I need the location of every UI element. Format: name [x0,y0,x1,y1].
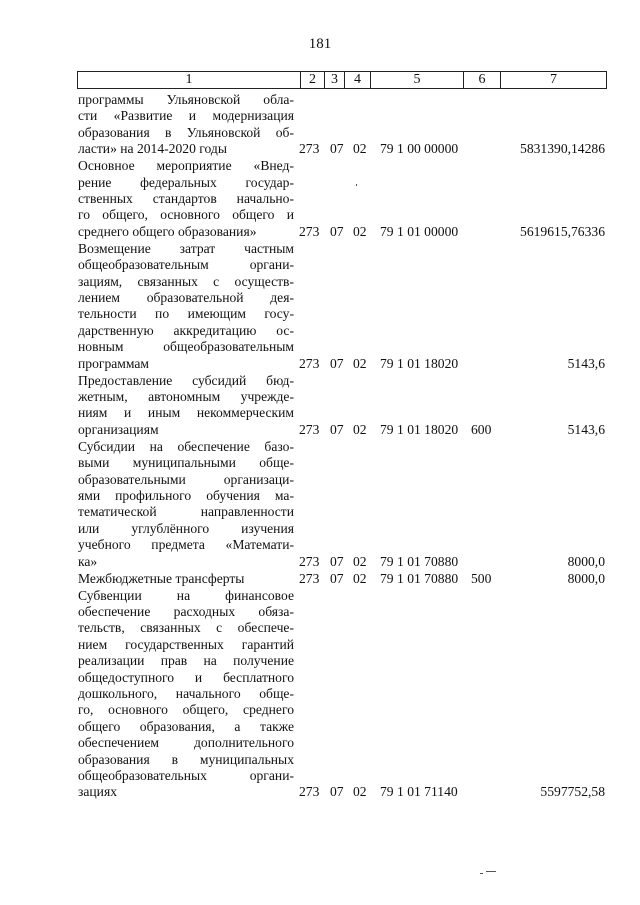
cell-c4: 02 [353,570,367,586]
description-line: тематической направленности [78,504,294,520]
cell-c7: 5831390,14286 [520,141,605,157]
scan-speck [356,184,357,186]
cell-c4: 02 [353,355,367,371]
description-line: жетным, автономным учрежде- [78,389,294,404]
cell-c7: 5143,6 [567,355,605,371]
header-col-5: 5 [370,72,463,88]
description-line: Межбюджетные трансферты [78,570,245,586]
description-line: зациям, связанных с осуществ- [78,273,294,289]
description-line: тельности по имеющим госу- [78,306,294,322]
cell-c4: 02 [353,553,367,569]
cell-c2: 273 [299,421,320,437]
row-description [78,439,294,570]
description-line: образования в муниципальных [78,751,294,767]
cell-c5: 79 1 01 70880 [380,570,459,586]
description-line: реализации прав на получение [78,653,294,669]
description-line: ласти» на 2014-2020 годы [78,141,227,157]
cell-c5: 79 1 01 00000 [380,223,459,239]
cell-c3: 07 [330,421,344,437]
description-line: ниям и иным некоммерческим [78,405,294,421]
cell-c6: 500 [471,570,492,586]
description-line: зациях [78,784,118,800]
description-line: Субвенции на финансовое [78,587,294,603]
description-line: рение федеральных государ- [78,174,294,190]
description-line: ка» [78,553,98,569]
header-col-2: 2 [300,72,324,88]
cell-c7: 5619615,76336 [520,223,605,239]
header-col-6: 6 [463,72,500,88]
cell-c2: 273 [299,553,320,569]
table-row [0,158,640,240]
row-description [78,241,294,372]
description-line: Субсидии на обеспечение базо- [78,438,294,454]
cell-c4: 02 [353,784,367,800]
header-col-7: 7 [500,72,606,88]
cell-c5: 79 1 01 18020 [380,421,459,437]
description-line: тельств, связанных с обеспече- [78,620,294,636]
description-line: Предоставление субсидий бюд- [78,372,294,388]
description-line: го, основного общего, среднего [78,702,294,718]
description-line: обеспечение расходных обяза- [78,604,294,619]
cell-c5: 79 1 00 00000 [380,141,459,157]
cell-c3: 07 [330,141,344,157]
row-description [78,158,294,240]
page-number: 181 [308,36,332,52]
cell-c2: 273 [299,223,320,239]
row-description [78,92,294,158]
header-col-1: 1 [185,72,193,87]
description-line: общеобразовательным органи- [78,257,294,273]
description-line: дарственную аккредитацию ос- [78,322,294,338]
cell-c7: 5143,6 [567,421,605,437]
row-description [78,588,294,801]
cell-c3: 07 [330,355,344,371]
table-row [0,439,640,570]
description-line: образовательными организаци- [78,471,294,487]
cell-c3: 07 [330,570,344,586]
cell-c2: 273 [299,784,320,800]
description-line: нием государственных гарантий [78,636,294,652]
description-line: сти «Развитие и модернизация [78,108,294,124]
description-line: Основное мероприятие «Внед- [78,158,294,174]
description-line: ственных стандартов начально- [78,191,294,206]
description-line: го общего, основного общего и [78,207,294,223]
description-line: Возмещение затрат частным [78,240,294,256]
cell-c3: 07 [330,223,344,239]
description-line: общеобразовательных органи- [78,768,294,784]
description-line: среднего общего образования» [78,223,257,239]
description-line: дошкольного, начального обще- [78,686,294,702]
cell-c7: 8000,0 [567,570,605,586]
cell-c6: 600 [471,421,492,437]
row-description [78,373,294,439]
cell-c4: 02 [353,223,367,239]
header-col-4: 4 [344,72,370,88]
table-row [0,571,640,587]
description-line: обеспечением дополнительного [78,735,294,751]
row-description [78,571,294,587]
description-line: программы Ульяновской обла- [78,92,294,107]
description-line: ями профильного обучения ма- [78,488,294,504]
cell-c2: 273 [299,355,320,371]
description-line: образования в Ульяновской об- [78,124,294,140]
table-row [0,241,640,372]
cell-c2: 273 [299,570,320,586]
cell-c2: 273 [299,141,320,157]
cell-c5: 79 1 01 18020 [380,355,459,371]
cell-c7: 5597752,58 [540,784,605,800]
description-line: новным общеобразовательным [78,339,294,355]
scan-speck [480,873,483,874]
cell-c5: 79 1 01 71140 [380,784,458,800]
description-line: программам [78,355,150,371]
cell-c7: 8000,0 [567,553,605,569]
cell-c3: 07 [330,784,344,800]
description-line: общего образования, а также [78,718,294,734]
scan-speck [486,871,496,872]
cell-c5: 79 1 01 70880 [380,553,459,569]
cell-c4: 02 [353,141,367,157]
description-line: учебного предмета «Математи- [78,537,294,553]
table-row [0,373,640,439]
description-line: организациям [78,421,159,437]
description-line: выми муниципальными обще- [78,455,294,471]
table-header [77,71,607,89]
description-line: или углублённого изучения [78,520,294,536]
table-row [0,588,640,801]
cell-c4: 02 [353,421,367,437]
table-row [0,92,640,158]
description-line: лением образовательной дея- [78,290,294,306]
description-line: общедоступного и бесплатного [78,669,294,685]
header-col-3: 3 [324,72,344,88]
cell-c3: 07 [330,553,344,569]
